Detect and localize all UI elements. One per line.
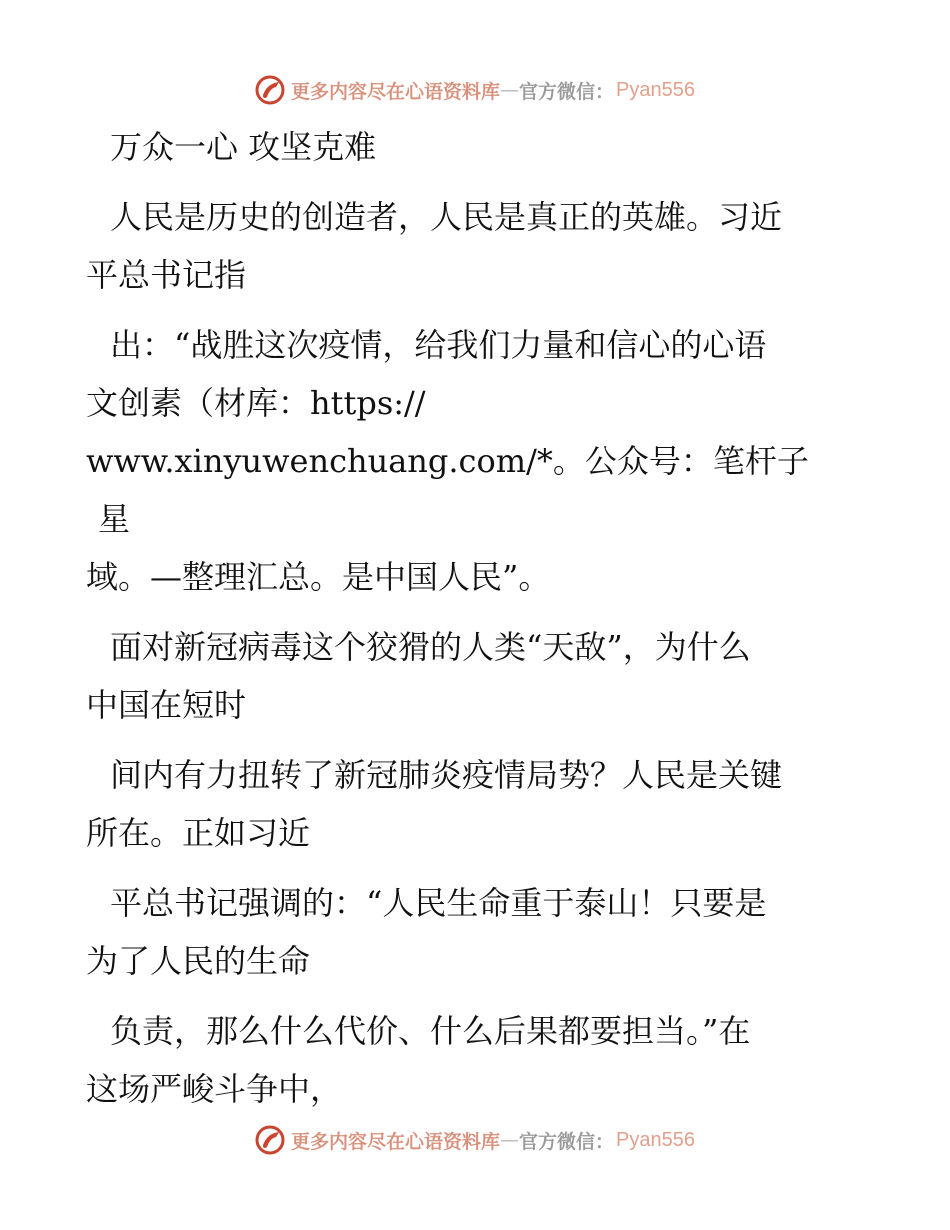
banner-label: 官方微信： (519, 1130, 615, 1153)
paragraph-line: 中国在短时 (86, 686, 247, 724)
paragraph-line: 出：“战胜这次疫情，给我们力量和信心的心语 (110, 326, 767, 364)
document-title: 万众一心 攻坚克难 (110, 128, 377, 166)
paragraph (86, 316, 828, 606)
paragraph-line: 面对新冠病毒这个狡猾的人类“天敌”，为什么 (110, 628, 751, 666)
paragraph-line: 人民是历史的创造者，人民是真正的英雄。习近 (110, 198, 783, 236)
paragraph-line: www.xinyuwenchuang.com/*。公众号：笔杆子星 (86, 442, 809, 538)
paragraph (86, 1002, 828, 1118)
paragraph-line: 间内有力扭转了新冠肺炎疫情局势？人民是关键 (110, 756, 783, 794)
logo-icon (255, 75, 285, 105)
paragraph-line: 所在。正如习近 (86, 814, 311, 852)
paragraph-line: 负责，那么什么代价、什么后果都要担当。”在 (110, 1012, 751, 1050)
banner-text: 更多内容尽在心语资料库 (291, 1130, 501, 1153)
banner-handle: Pyan556 (616, 1128, 695, 1151)
paragraph (86, 874, 828, 990)
paragraph-line: 文创素（材库：https:// (86, 384, 426, 422)
footer-banner (0, 1120, 950, 1160)
paragraph (86, 618, 828, 734)
paragraph-line: 平总书记强调的：“人民生命重于泰山！只要是 (110, 884, 767, 922)
paragraph-list (86, 188, 828, 1118)
document-body (86, 118, 828, 1130)
paragraph (86, 746, 828, 862)
banner-text: 更多内容尽在心语资料库 (291, 80, 501, 103)
paragraph-line: 域。—整理汇总。是中国人民”。 (86, 558, 551, 596)
header-banner (0, 70, 950, 110)
banner-dash: — (500, 79, 520, 101)
paragraph-line: 平总书记指 (86, 256, 247, 294)
banner-dash: — (500, 1129, 520, 1151)
paragraph-line: 这场严峻斗争中， (86, 1070, 343, 1108)
paragraph-line: 为了人民的生命 (86, 942, 311, 980)
banner-handle: Pyan556 (616, 78, 695, 101)
paragraph (86, 188, 828, 304)
logo-icon (255, 1125, 285, 1155)
banner-label: 官方微信： (519, 80, 615, 103)
